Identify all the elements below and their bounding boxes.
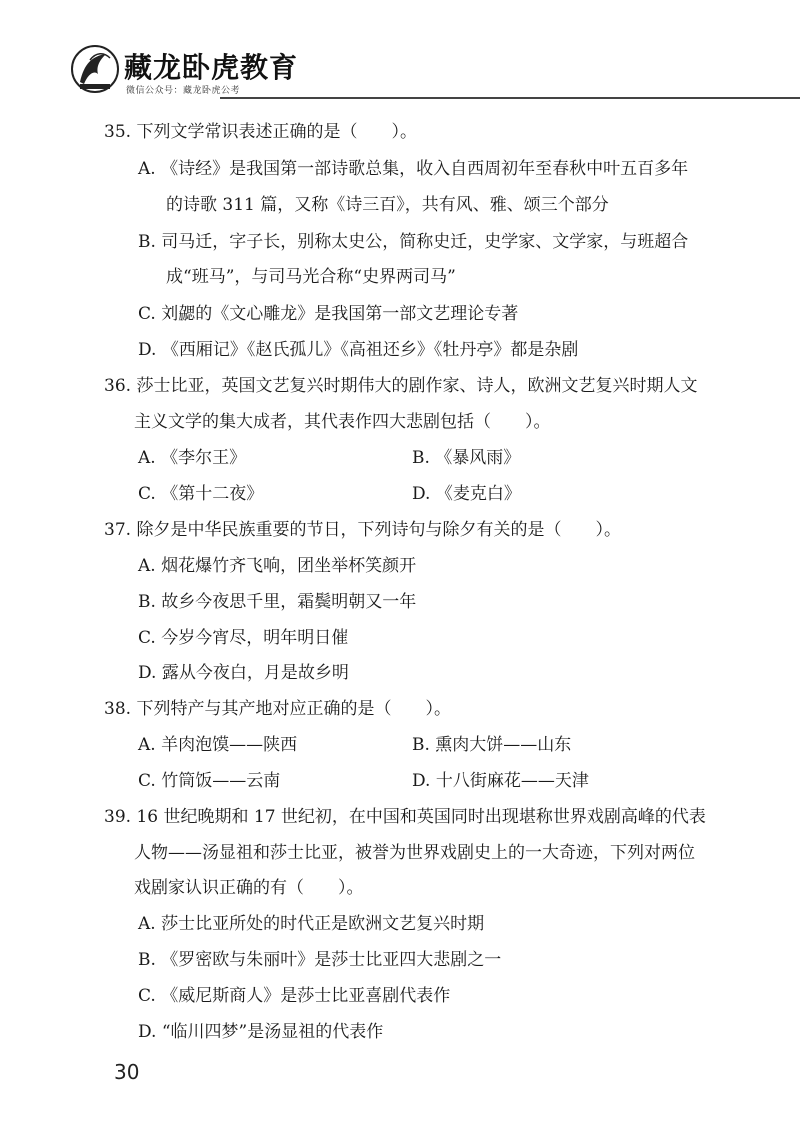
question-36-stem-cont: 主义文学的集大成者，其代表作四大悲剧包括（ ）。	[134, 412, 551, 432]
question-37-option-c: C. 今岁今宵尽，明年明日催	[138, 628, 349, 648]
question-38-option-d: D. 十八街麻花——天津	[412, 771, 589, 791]
question-39-stem-cont-1: 人物——汤显祖和莎士比亚，被誉为世界戏剧史上的一大奇迹，下列对两位	[134, 843, 695, 863]
question-38-option-c: C. 竹筒饭——云南	[138, 771, 281, 791]
question-37-option-b: B. 故乡今夜思千里，霜鬓明朝又一年	[138, 592, 417, 612]
question-35-option-a-cont: 的诗歌 311 篇，又称《诗三百》，共有风、雅、颂三个部分	[166, 195, 609, 215]
page-number: 30	[114, 1060, 140, 1084]
question-38-stem: 38. 下列特产与其产地对应正确的是（ ）。	[104, 699, 451, 719]
question-39-option-c: C. 《威尼斯商人》是莎士比亚喜剧代表作	[138, 986, 451, 1006]
brand-title: 藏龙卧虎教育	[124, 51, 299, 84]
question-37-option-a: A. 烟花爆竹齐飞响，团坐举杯笑颜开	[138, 556, 417, 576]
question-39-option-d: D. “临川四梦”是汤显祖的代表作	[138, 1022, 384, 1042]
question-38-option-a: A. 羊肉泡馍——陕西	[138, 735, 298, 755]
question-35-option-a: A. 《诗经》是我国第一部诗歌总集，收入自西周初年至春秋中叶五百多年	[138, 159, 689, 179]
question-35-option-b: B. 司马迁，字子长，别称太史公，简称史迁，史学家、文学家，与班超合	[138, 232, 689, 252]
question-36-option-c: C. 《第十二夜》	[138, 484, 264, 504]
brand-subtitle: 微信公众号：藏龙卧虎公考	[126, 86, 241, 96]
question-37-option-d: D. 露从今夜白，月是故乡明	[138, 663, 349, 683]
question-39-option-a: A. 莎士比亚所处的时代正是欧洲文艺复兴时期	[138, 914, 485, 934]
question-39-stem: 39. 16 世纪晚期和 17 世纪初，在中国和英国同时出现堪称世界戏剧高峰的代表	[104, 807, 706, 827]
question-36-option-b: B. 《暴风雨》	[412, 448, 521, 468]
question-36-stem: 36. 莎士比亚，英国文艺复兴时期伟大的剧作家、诗人，欧洲文艺复兴时期人文	[104, 376, 698, 396]
question-36-option-a: A. 《李尔王》	[138, 448, 247, 468]
question-37-stem: 37. 除夕是中华民族重要的节日，下列诗句与除夕有关的是（ ）。	[104, 520, 621, 540]
question-35-option-b-cont: 成“班马”，与司马光合称“史界两司马”	[166, 267, 456, 287]
question-39-stem-cont-2: 戏剧家认识正确的有（ ）。	[134, 878, 364, 898]
question-36-option-d: D. 《麦克白》	[412, 484, 521, 504]
question-39-option-b: B. 《罗密欧与朱丽叶》是莎士比亚四大悲剧之一	[138, 950, 502, 970]
question-38-option-b: B. 熏肉大饼——山东	[412, 735, 572, 755]
question-35-option-d: D. 《西厢记》《赵氏孤儿》《高祖还乡》《牡丹亭》都是杂剧	[138, 340, 579, 360]
question-35-stem: 35. 下列文学常识表述正确的是（ ）。	[104, 122, 417, 142]
question-35-option-c: C. 刘勰的《文心雕龙》是我国第一部文艺理论专著	[138, 304, 519, 324]
